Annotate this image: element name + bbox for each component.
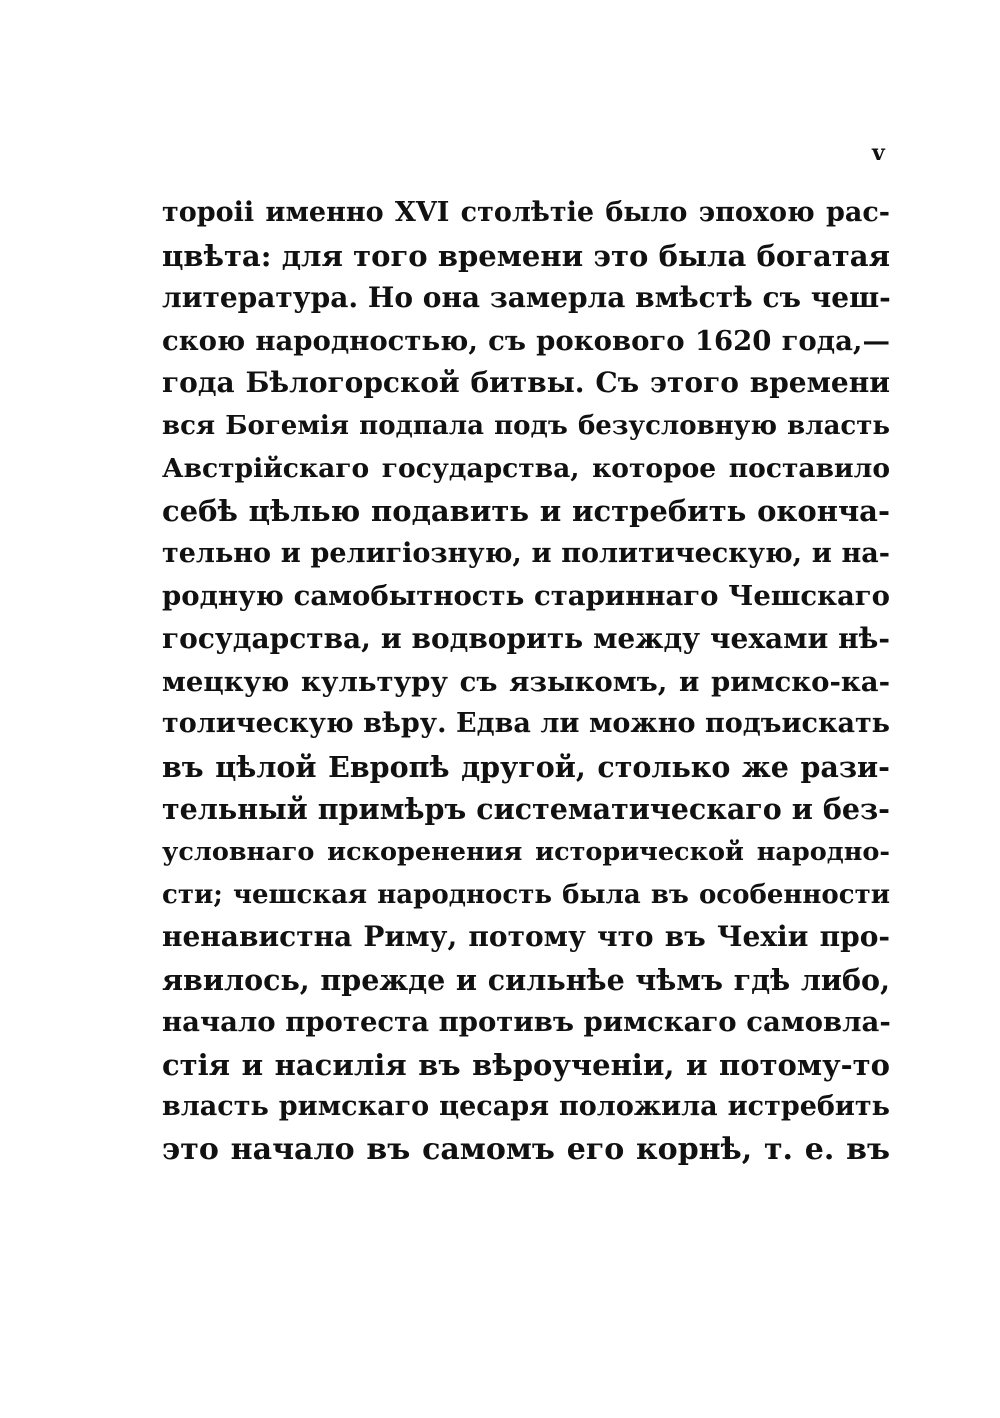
text-line: тороіі именно XVI столѣтіе было эпохою рас-	[162, 197, 890, 228]
text-line: это начало въ самомъ его корнѣ, т. е. въ	[162, 1132, 890, 1168]
text-line: скою народностью, съ рокового 1620 года,—	[162, 324, 890, 357]
text-line: вся Богемія подпала подъ безусловную власть	[162, 410, 890, 441]
text-line: ненавистна Риму, потому что въ Чехіи про-	[162, 920, 890, 954]
body-text	[162, 192, 890, 1172]
text-line: цвѣта: для того времени это была богатая	[162, 238, 890, 273]
text-line: года Бѣлогорской битвы. Съ этого времени	[162, 366, 890, 400]
text-line: тельный примѣръ систематическаго и без-	[162, 792, 890, 827]
text-line: власть римскаго цесаря положила истребить	[162, 1091, 890, 1123]
text-line: мецкую культуру съ языкомъ, и римско-ка-	[162, 665, 890, 698]
text-line: въ цѣлой Европѣ другой, столько же рази-	[162, 749, 890, 784]
text-line: государства, и водворить между чехами нѣ-	[162, 621, 890, 655]
text-line: себѣ цѣлью подавить и истребить оконча-	[162, 494, 890, 529]
text-line: сти; чешская народность была въ особенности	[162, 879, 890, 910]
text-line: стія и насилія въ вѣроученіи, и потому-то	[162, 1047, 890, 1082]
text-line: литература. Но она замерла вмѣстѣ съ чеш-	[162, 281, 891, 315]
text-line: толическую вѣру. Едва ли можно подъискать	[162, 708, 890, 740]
text-line: начало протеста противъ римскаго самовла-	[162, 1006, 891, 1039]
text-line: тельно и религіозную, и политическую, и на-	[162, 537, 890, 569]
text-line: условнаго искоренения исторической народно-	[162, 836, 890, 867]
text-line: родную самобытность стариннаго Чешскаго	[162, 580, 890, 613]
page-number: v	[872, 140, 885, 166]
text-line: явилось, прежде и сильнѣе чѣмъ гдѣ либо,	[162, 962, 890, 997]
text-line: Австрійскаго государства, которое поставило	[162, 452, 890, 484]
